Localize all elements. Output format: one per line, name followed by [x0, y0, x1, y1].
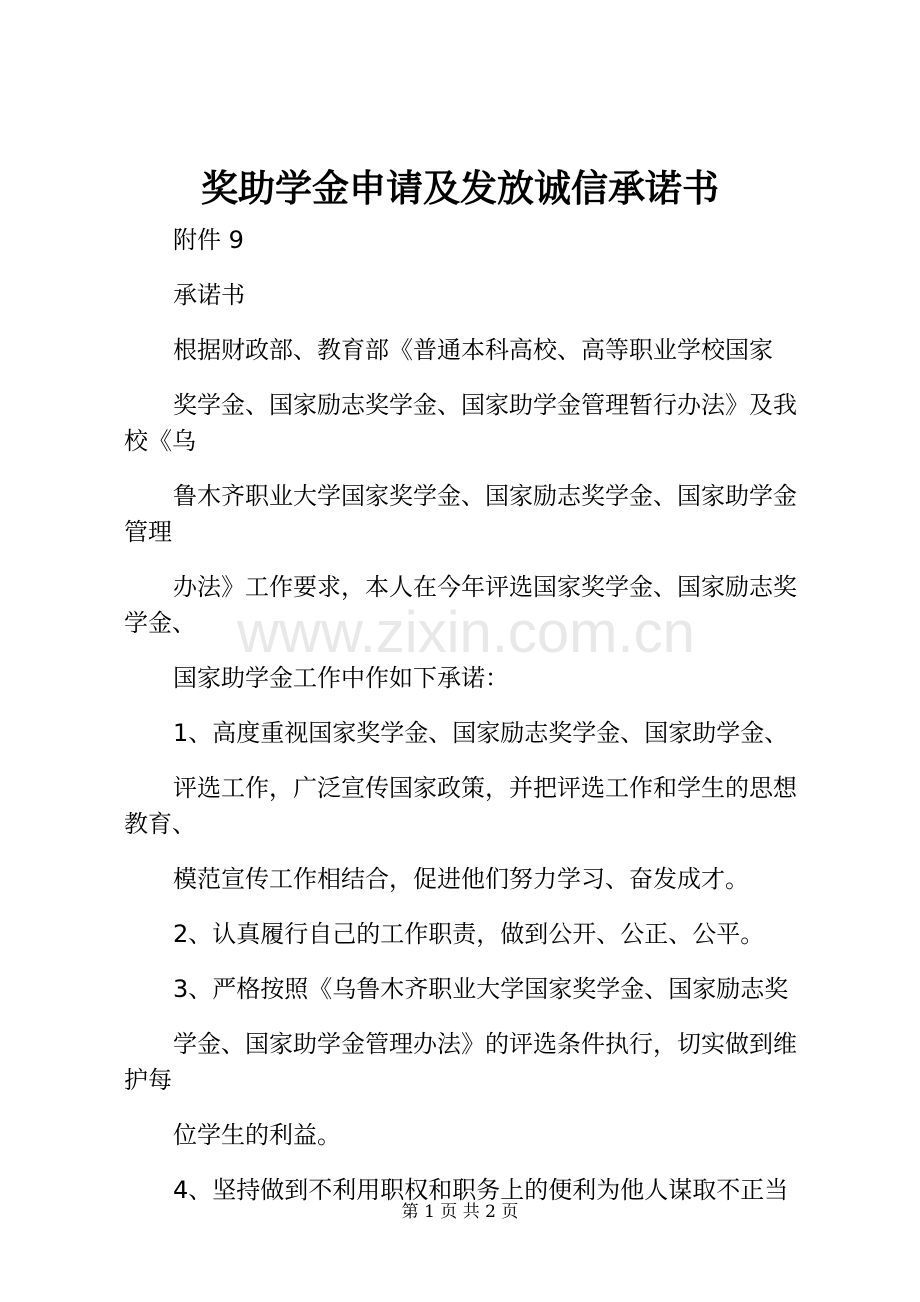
body-line: 1、高度重视国家奖学金、国家励志奖学金、国家助学金、 [173, 719, 789, 747]
line-gap [124, 1098, 814, 1117]
document-body [124, 222, 814, 1208]
body-line: 承诺书 [173, 281, 245, 309]
body-line: 教育、 [124, 810, 196, 838]
body-line: 根据财政部、教育部《普通本科高校、高等职业学校国家 [173, 336, 773, 364]
body-line: 4、坚持做到不利用职权和职务上的便利为他人谋取不正当 [173, 1176, 789, 1204]
line-gap [124, 258, 814, 277]
body-line: 国家助学金工作中作如下承诺： [173, 664, 509, 692]
body-line: 办法》工作要求，本人在今年评选国家奖学金、国家励志奖 [173, 573, 797, 601]
line-gap [124, 751, 814, 770]
line-gap [124, 368, 814, 387]
body-line: 学金、国家助学金管理办法》的评选条件执行，切实做到维 [173, 1030, 797, 1058]
line-gap [124, 550, 814, 569]
line-gap [124, 641, 814, 660]
document-title: 奖助学金申请及发放诚信承诺书 [201, 166, 719, 210]
body-line: 模范宣传工作相结合，促进他们努力学习、奋发成才。 [173, 865, 749, 893]
body-line: 3、严格按照《乌鲁木齐职业大学国家奖学金、国家励志奖 [173, 975, 789, 1003]
body-line: 评选工作，广泛宣传国家政策，并把评选工作和学生的思想 [173, 774, 797, 802]
body-line: 2、认真履行自己的工作职责，做到公开、公正、公平。 [173, 920, 765, 948]
body-line: 管理 [124, 518, 172, 546]
line-gap [124, 952, 814, 971]
line-gap [124, 1153, 814, 1172]
line-gap [124, 459, 814, 478]
body-line: 护每 [124, 1066, 172, 1094]
body-line: 鲁木齐职业大学国家奖学金、国家励志奖学金、国家助学金 [173, 482, 797, 510]
line-gap [124, 1007, 814, 1026]
body-line: 奖学金、国家励志奖学金、国家助学金管理暂行办法》及我 [173, 391, 797, 419]
line-gap [124, 696, 814, 715]
body-line: 附件 9 [173, 226, 244, 254]
body-line: 位学生的利益。 [173, 1121, 341, 1149]
body-line: 校《乌 [124, 427, 196, 455]
page-footer: 第 1 页 共 2 页 [401, 1202, 519, 1222]
watermark: www.zixin.com.cn [237, 600, 695, 665]
body-line: 学金、 [124, 609, 196, 637]
line-gap [124, 842, 814, 861]
line-gap [124, 897, 814, 916]
line-gap [124, 313, 814, 332]
